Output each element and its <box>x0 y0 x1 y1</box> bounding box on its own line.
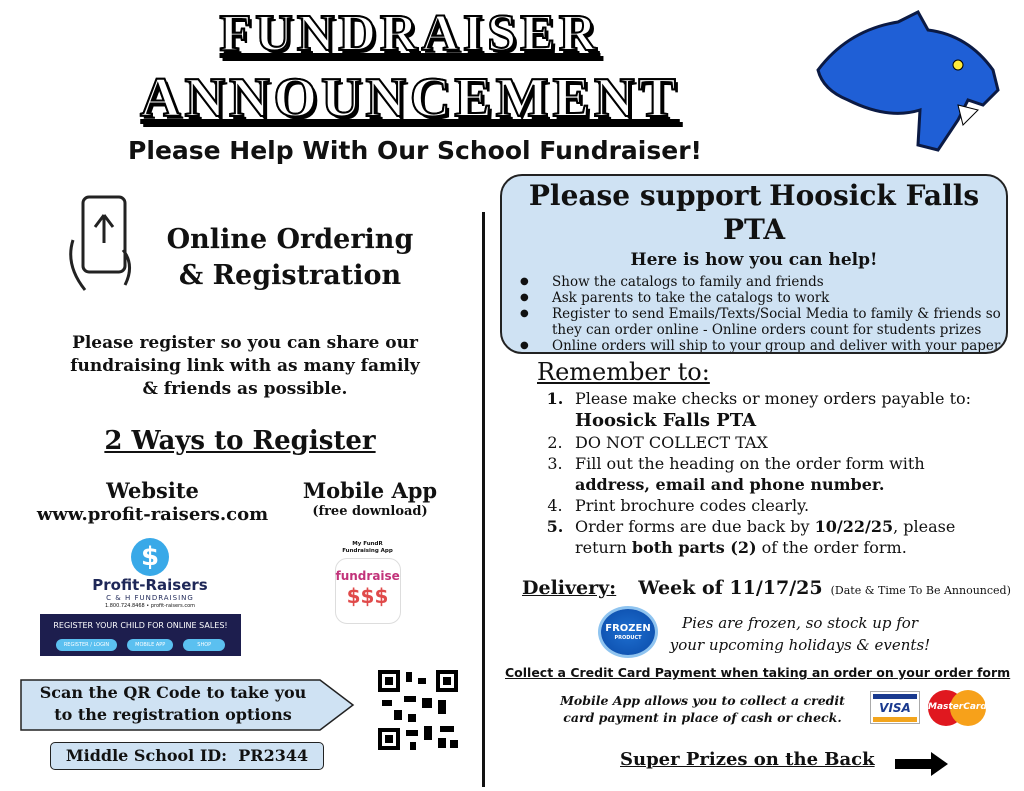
profit-raisers-logo: $ Profit-Raisers C & H FUNDRAISING 1.800.724.8468 • profit-raisers.com <box>80 538 220 610</box>
prizes-link[interactable]: Super Prizes on the Back <box>620 749 875 770</box>
remember-heading: Remember to: <box>537 358 710 386</box>
support-prefix: Please support <box>528 179 762 212</box>
register-banner: REGISTER YOUR CHILD FOR ONLINE SALES! REGISTER / LOGIN MOBILE APP SHOP <box>40 614 241 656</box>
frozen-product-badge: FROZEN PRODUCT <box>601 609 655 655</box>
mastercard-logo: MasterCard <box>928 690 986 726</box>
qr-code[interactable] <box>378 670 458 750</box>
frozen-text: Pies are frozen, so stock up for your upcoming holidays & events! <box>669 614 931 654</box>
dollar-logo-icon: $ <box>131 538 169 576</box>
phone-upload-icon <box>65 185 145 297</box>
title-fundraiser: FUNDRAISER <box>219 5 601 62</box>
register-login-button[interactable]: REGISTER / LOGIN <box>56 639 117 651</box>
school-id-label: Middle School ID: <box>65 746 228 765</box>
delivery-note: (Date & Time To Be Announced) <box>830 584 1011 597</box>
fundraise-app-icon[interactable]: fundraise $$$ <box>335 558 401 624</box>
online-ordering-title: Online Ordering <box>166 224 414 255</box>
credit-heading: Collect a Credit Card Payment when taking an order on your order form <box>505 665 1011 680</box>
school-id-value: PR2344 <box>238 746 309 765</box>
help-item: ● Ask parents to take the catalogs to work <box>520 290 1006 306</box>
column-divider <box>482 212 485 787</box>
help-item: ● Online orders will ship to your group and deliver with your paper <box>520 338 1006 354</box>
support-org: Hoosick Falls PTA <box>722 179 980 246</box>
ways-heading: 2 Ways to Register <box>104 426 376 456</box>
delivery-week: Week of 11/17/25 <box>638 577 823 599</box>
subtitle: Please Help With Our School Fundraiser! <box>128 136 702 165</box>
website-label: Website <box>106 478 199 503</box>
support-box <box>500 174 1008 354</box>
help-heading: Here is how you can help! <box>630 250 878 270</box>
register-text: Please register so you can share our fundraising link with as many family & friends as possible. <box>70 333 420 399</box>
title-announcement: ANNOUNCEMENT <box>140 67 680 129</box>
visa-logo: VISA <box>870 691 920 724</box>
credit-text: Mobile App allows you to collect a credit card payment in place of cash or check. <box>560 693 845 725</box>
arrow-right-icon <box>895 751 950 777</box>
remember-list: 1. Please make checks or money orders payable to: Hoosick Falls PTA 2. DO NOT COLLECT TAX 3. Fill out the heading on the order form with address, email and phone number. 4. Print brochure codes clearly. 5. Order forms are due back by 10/22/25, please return both parts (2) of the order form. <box>546 389 972 557</box>
qr-instructions: Scan the QR Code to take you to the registration options <box>39 683 307 724</box>
panther-mascot-icon <box>808 10 1003 155</box>
website-url[interactable]: www.profit-raisers.com <box>36 504 269 525</box>
mobile-app-label: Mobile App <box>302 478 438 503</box>
delivery-label: Delivery: <box>522 577 617 599</box>
shop-button[interactable]: SHOP <box>183 639 225 651</box>
mobile-app-button[interactable]: MOBILE APP <box>127 639 173 651</box>
help-item: ● Register to send Emails/Texts/Social Media to family & friends so they can order online - Online orders count for students prizes <box>520 306 1006 338</box>
app-note: (free download) <box>312 504 428 519</box>
help-item: ● Show the catalogs to family and friends <box>520 274 1006 290</box>
school-id-box <box>50 742 324 770</box>
registration-title: & Registration <box>178 260 402 291</box>
